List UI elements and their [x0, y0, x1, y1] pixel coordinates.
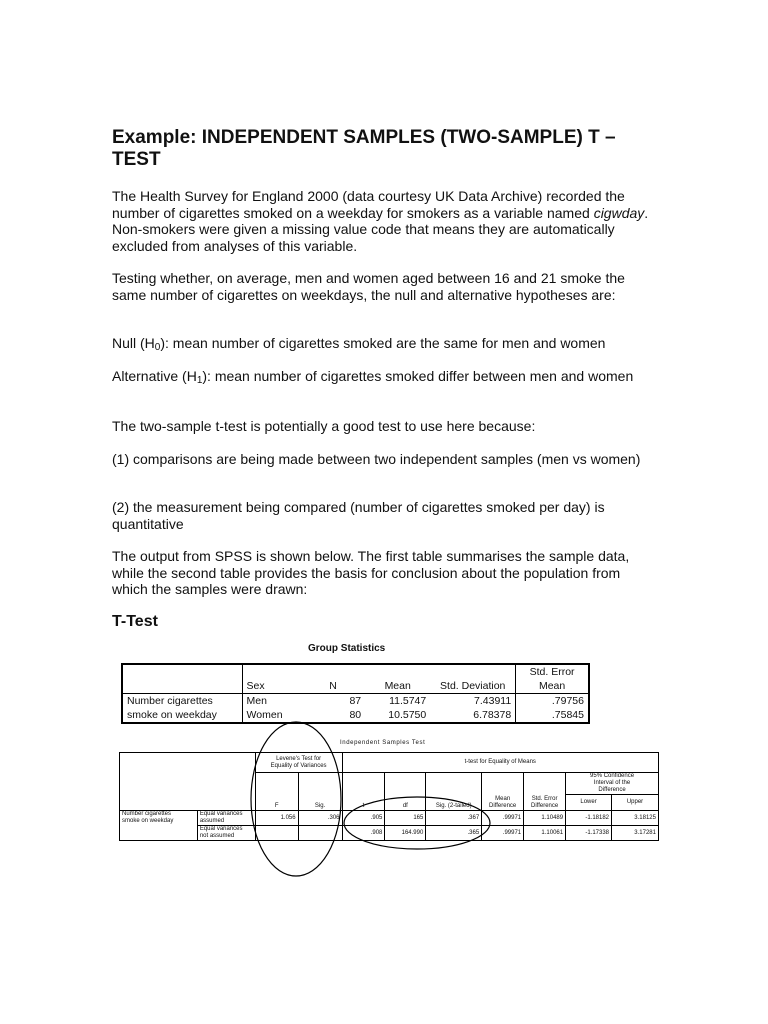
gs-variable-line-1: Number cigarettes: [122, 694, 242, 709]
header-std-error-difference: [524, 795, 566, 811]
gs-header-se-1: Std. Error: [529, 666, 575, 678]
ist-header-row-1: [120, 753, 659, 773]
gs-cell-mean: 10.5750: [388, 709, 427, 721]
gs-header-sd: Std. Deviation: [430, 679, 515, 694]
ist-header-row-3: [120, 795, 659, 811]
cell-std-error-difference: 1.10061: [524, 826, 566, 841]
header-f: F: [255, 795, 298, 811]
table-row: [120, 826, 659, 841]
ci-line-1: 95% Confidence: [590, 773, 635, 779]
page-title: [112, 127, 672, 171]
alt-text-a: Alternative (H: [112, 368, 197, 384]
cell-f-empty: [255, 826, 298, 841]
variable-line-2: smoke on weekday: [122, 818, 174, 824]
row1-label-line-1: Equal variances: [199, 811, 243, 817]
gs-header-row-2: [122, 679, 589, 694]
cell-df: 165: [385, 811, 426, 826]
gs-cell-mean: 11.5747: [389, 695, 427, 707]
levene-line-1: Levene's Test for: [276, 755, 322, 762]
variable-line-1: Number cigarettes: [122, 811, 172, 817]
levene-group-header: [255, 753, 342, 773]
row-label-equal-assumed: [197, 811, 255, 826]
cell-mean-difference: .99971: [482, 826, 524, 841]
testing-paragraph: Testing whether, on average, men and women aged between 16 and 21 smoke the same number of cigarettes on weekdays, the null and alternative hypotheses are:: [112, 270, 625, 303]
null-hypothesis: [112, 335, 652, 352]
header-md-line-1: Mean: [495, 796, 511, 802]
group-statistics-table: [121, 663, 590, 724]
ttest-group-header: t-test for Equality of Means: [342, 753, 659, 773]
gs-cell-sd: 6.78378: [430, 708, 515, 723]
cell-sig-2-tailed: .365: [426, 826, 482, 841]
gs-header-mean: Mean: [365, 679, 430, 694]
row2-label-line-1: Equal variances: [199, 826, 243, 832]
row1-label-line-2: assumed: [199, 818, 225, 824]
cell-upper: 3.18125: [612, 811, 659, 826]
cell-std-error-difference: 1.10489: [524, 811, 566, 826]
reason-2: (2) the measurement being compared (number of cigarettes smoked per day) is quantitative: [112, 499, 605, 532]
variable-name: cigwday: [593, 204, 645, 221]
row-label-equal-not-assumed: [197, 826, 255, 841]
header-sig-2-tailed: Sig. (2-tailed): [426, 795, 482, 811]
intro-paragraph: [112, 188, 652, 254]
variable-label: [120, 811, 198, 841]
header-t: t: [342, 795, 385, 811]
alternative-hypothesis: [112, 368, 652, 385]
alt-subscript: 1: [196, 375, 203, 386]
output-paragraph: The output from SPSS is shown below. The first table summarises the sample data, while the second table provides the basis for conclusion about the population from which the samples were drawn:: [112, 548, 630, 597]
levene-line-2: Equality of Variances: [270, 762, 327, 769]
header-df: df: [385, 795, 426, 811]
ci-line-3: Difference: [598, 787, 626, 793]
gs-cell-sex: Men: [246, 695, 267, 707]
null-text-b: ): mean number of cigarettes smoked are the same for men and women: [160, 335, 606, 351]
cell-t: .908: [342, 826, 385, 841]
cell-sig-2-tailed: .367: [426, 811, 482, 826]
gs-cell-se: .79756: [551, 695, 584, 707]
ci-line-2: Interval of the: [593, 780, 631, 786]
independent-test-title: Independent Samples Test: [340, 740, 426, 746]
table-row: [122, 708, 589, 723]
cell-lower: -1.18182: [566, 811, 612, 826]
ist-header-row-2: [120, 773, 659, 795]
ci-group-header: [566, 773, 659, 795]
table-row: [122, 694, 589, 709]
cell-upper: 3.17281: [612, 826, 659, 841]
cell-sig-empty: [298, 826, 342, 841]
gs-cell-n: 80: [349, 709, 362, 721]
reason-intro: The two-sample t-test is potentially a good test to use here because:: [112, 418, 536, 434]
intro-text-b: . Non-smokers were given a missing value code that means they are automatically excluded from analyses of this variable.: [112, 204, 649, 254]
gs-header-row-1: [122, 664, 589, 679]
null-text-a: Null (H: [112, 335, 155, 351]
null-subscript: 0: [154, 342, 161, 353]
gs-cell-sd: 7.43911: [430, 694, 515, 709]
gs-cell-sex: Women: [246, 709, 283, 721]
cell-f: 1.056: [255, 811, 298, 826]
table-row: [120, 811, 659, 826]
gs-cell-n: 87: [349, 695, 362, 707]
cell-lower: -1.17338: [566, 826, 612, 841]
independent-samples-table: [119, 752, 659, 841]
title-line-1: Example: INDEPENDENT SAMPLES (TWO-SAMPLE) T –: [112, 127, 616, 148]
header-sig: Sig.: [298, 795, 342, 811]
row2-label-line-2: not assumed: [199, 833, 235, 839]
gs-variable-line-2: smoke on weekday: [122, 708, 242, 723]
header-se-line-1: Std. Error: [531, 796, 558, 802]
cell-sig: .306: [298, 811, 342, 826]
alt-text-b: ): mean number of cigarettes smoked differ between men and women: [202, 368, 634, 384]
cell-t: .905: [342, 811, 385, 826]
header-mean-difference: [482, 795, 524, 811]
gs-header-se-2: Mean: [516, 679, 589, 694]
header-upper: Upper: [612, 795, 659, 811]
ttest-heading: T-Test: [112, 613, 158, 630]
title-line-2: TEST: [112, 149, 161, 170]
header-lower: Lower: [566, 795, 612, 811]
intro-text-a: The Health Survey for England 2000 (data courtesy UK Data Archive) recorded the number of cigarettes smoked on a weekday for smokers as a variable named: [112, 188, 625, 221]
header-se-line-2: Difference: [530, 803, 559, 809]
cell-df: 164.990: [385, 826, 426, 841]
cell-mean-difference: .99971: [482, 811, 524, 826]
group-statistics-title: Group Statistics: [308, 643, 386, 654]
header-md-line-2: Difference: [489, 803, 517, 809]
gs-header-sex: Sex: [242, 679, 301, 694]
gs-cell-se: .75845: [551, 709, 584, 721]
gs-header-n: N: [301, 679, 365, 694]
reason-1: (1) comparisons are being made between two independent samples (men vs women): [112, 451, 641, 467]
